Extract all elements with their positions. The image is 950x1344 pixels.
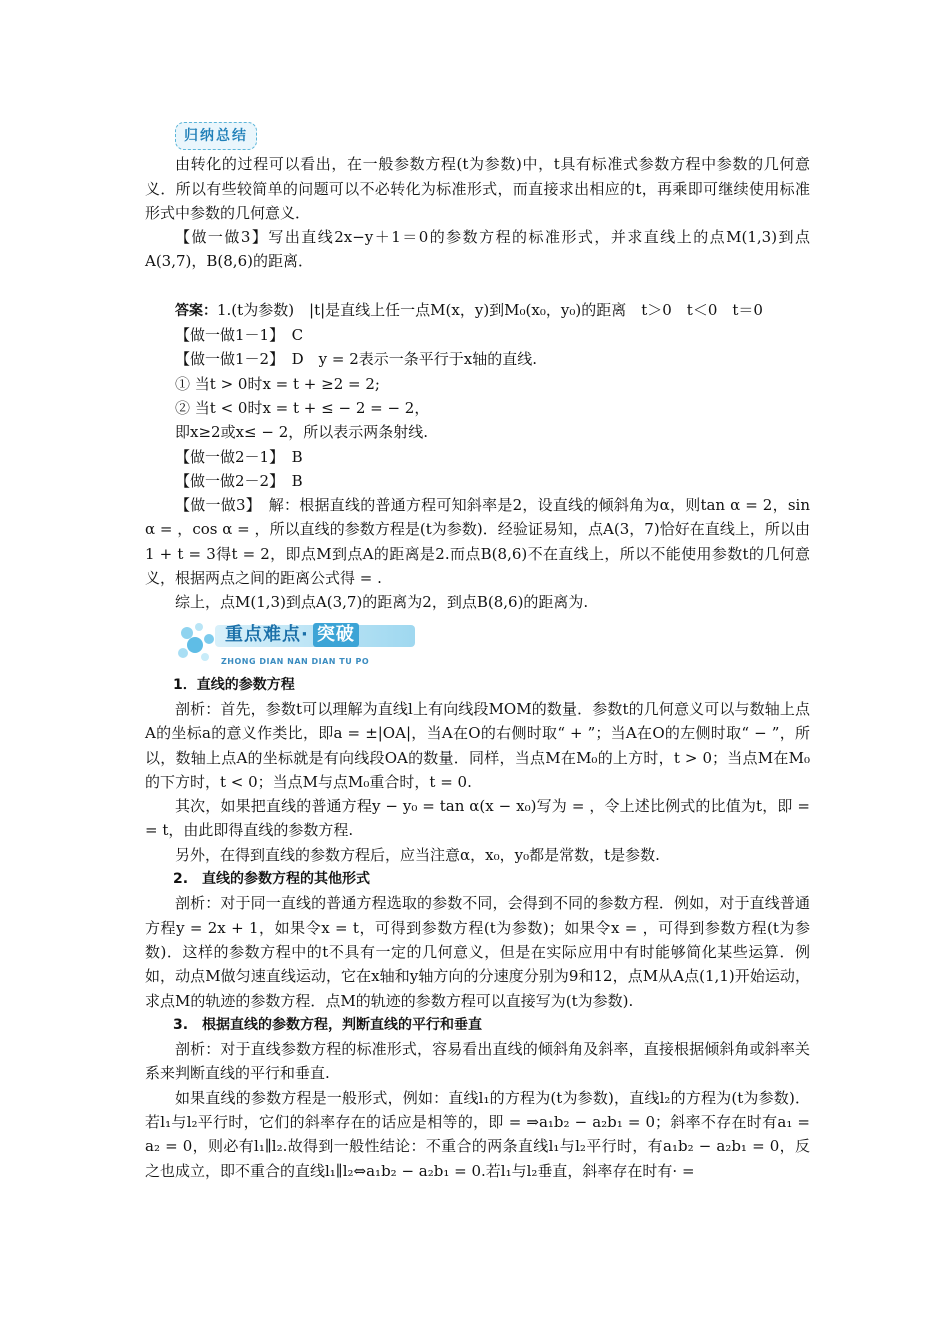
answer-item: 【做一做1－2】 D y = 2表示一条平行于x轴的直线. <box>175 350 537 369</box>
answer-item: 即x≥2或x≤ − 2，所以表示两条射线. <box>175 423 429 442</box>
banner-title <box>225 623 359 647</box>
document-page <box>145 118 810 1183</box>
section-heading: 1．直线的参数方程 <box>173 676 295 693</box>
exercise-3-conclusion: 综上，点M(1,3)到点A(3,7)的距离为2，到点B(8,6)的距离为. <box>175 593 589 612</box>
section-paragraph: 剖析：首先，参数t可以理解为直线l上有向线段MOM的数量．参数t的几何意义可以与数轴上点A的坐标a的意义作类比，即a = ±|OA|，当A在O的右侧时取“ + ”；当A在O的左侧时取“ − ”，所以，数轴上点A的坐标就是有向线段OA的数量．同样，当点M在M₀的上方时，t > 0；当点M在M₀的下方时，t < 0；当点M与点M₀重合时，t = 0. <box>145 699 810 791</box>
answer-item: 【做一做1－1】 C <box>175 326 304 345</box>
answer-item: ② 当t < 0时x = t + ≤ − 2 = − 2， <box>175 398 430 417</box>
banner-subtitle: ZHONG DIAN NAN DIAN TU PO <box>221 656 370 666</box>
section-paragraph: 其次，如果把直线的普通方程y − y₀ = tan α(x − x₀)写为 = ，令上述比例式的比值为t，即 = = t，由此即得直线的参数方程. <box>145 797 810 840</box>
section-paragraph: 剖析：对于同一直线的普通方程选取的参数不同，会得到不同的参数方程．例如，对于直线普通方程y = 2x + 1，如果令x = t，可得到参数方程(t为参数)；如果令x = ，可得到参数方程(t为参数)．这样的参数方程中的t不具有一定的几何意义，但是在实际应用中有时能够简化某些运算．例如，动点M做匀速直线运动，它在x轴和y轴方向的分速度分别为9和12，点M从A点(1,1)开始运动，求点M的轨迹的参数方程．点M的轨迹的参数方程可以直接写为(t为参数). <box>145 894 810 1010</box>
exercise-3-question: 【做一做3】写出直线2x−y＋1＝0的参数方程的标准形式，并求直线上的点M(1,3)到点A(3,7)，B(8,6)的距离． <box>145 228 810 271</box>
section-heading: 2. 直线的参数方程的其他形式 <box>173 871 371 888</box>
answer-item: ① 当t > 0时x = t + ≥2 = 2; <box>175 374 380 393</box>
answer-1: 1.(t为参数) |t|是直线上任一点M(x，y)到M₀(x₀，y₀)的距离 t＞0 t＜0 t＝0 <box>217 300 763 319</box>
exercise-3-solution: 【做一做3】 解：根据直线的普通方程可知斜率是2，设直线的倾斜角为α，则tan α = 2，sin α = ，cos α = ，所以直线的参数方程是(t为参数)．经验证易知，点A(3，7)恰好在直线上，所以由1 + t = 3得t = 2，即点M到点A的距离是2.而点B(8,6)不在直线上，所以不能使用参数t的几何意义，根据两点之间的距离公式得 = . <box>145 496 810 588</box>
answer-item: 【做一做2－1】 B <box>175 447 303 466</box>
section-heading: 3. 根据直线的参数方程，判断直线的平行和垂直 <box>173 1016 483 1033</box>
section-paragraph: 另外，在得到直线的参数方程后，应当注意α，x₀，y₀都是常数，t是参数. <box>175 845 660 864</box>
answer-label: 答案： <box>175 302 217 319</box>
banner-tag: 突破 <box>313 623 359 647</box>
section-paragraph: 剖析：对于直线参数方程的标准形式，容易看出直线的倾斜角及斜率，直接根据倾斜角或斜率关系来判断直线的平行和垂直. <box>145 1040 810 1083</box>
key-points-banner <box>175 617 405 669</box>
answer-line <box>145 298 810 323</box>
summary-paragraph: 由转化的过程可以看出，在一般参数方程(t为参数)中，t具有标准式参数方程中参数的几何意义．所以有些较简单的问题可以不必转化为标准形式，而直接求出相应的t，再乘即可继续使用标准形式中参数的几何意义． <box>145 155 810 222</box>
answer-item: 【做一做2－2】 B <box>175 471 303 490</box>
banner-title-text: 重点难点· <box>225 623 309 645</box>
summary-badge: 归纳总结 <box>175 122 257 150</box>
section-paragraph: 如果直线的参数方程是一般形式，例如：直线l₁的方程为(t为参数)，直线l₂的方程为(t为参数)．若l₁与l₂平行时，它们的斜率存在的话应是相等的，即 = ⇒a₁b₂ − a₂b₁ = 0；斜率不存在时有a₁ = a₂ = 0，则必有l₁∥l₂.故得到一般性结论：不重合的两条直线l₁与l₂平行时，有a₁b₂ − a₂b₁ = 0，反之也成立，即不重合的直线l₁∥l₂⇔a₁b₂ − a₂b₁ = 0.若l₁与l₂垂直，斜率存在时有· = <box>145 1088 810 1180</box>
